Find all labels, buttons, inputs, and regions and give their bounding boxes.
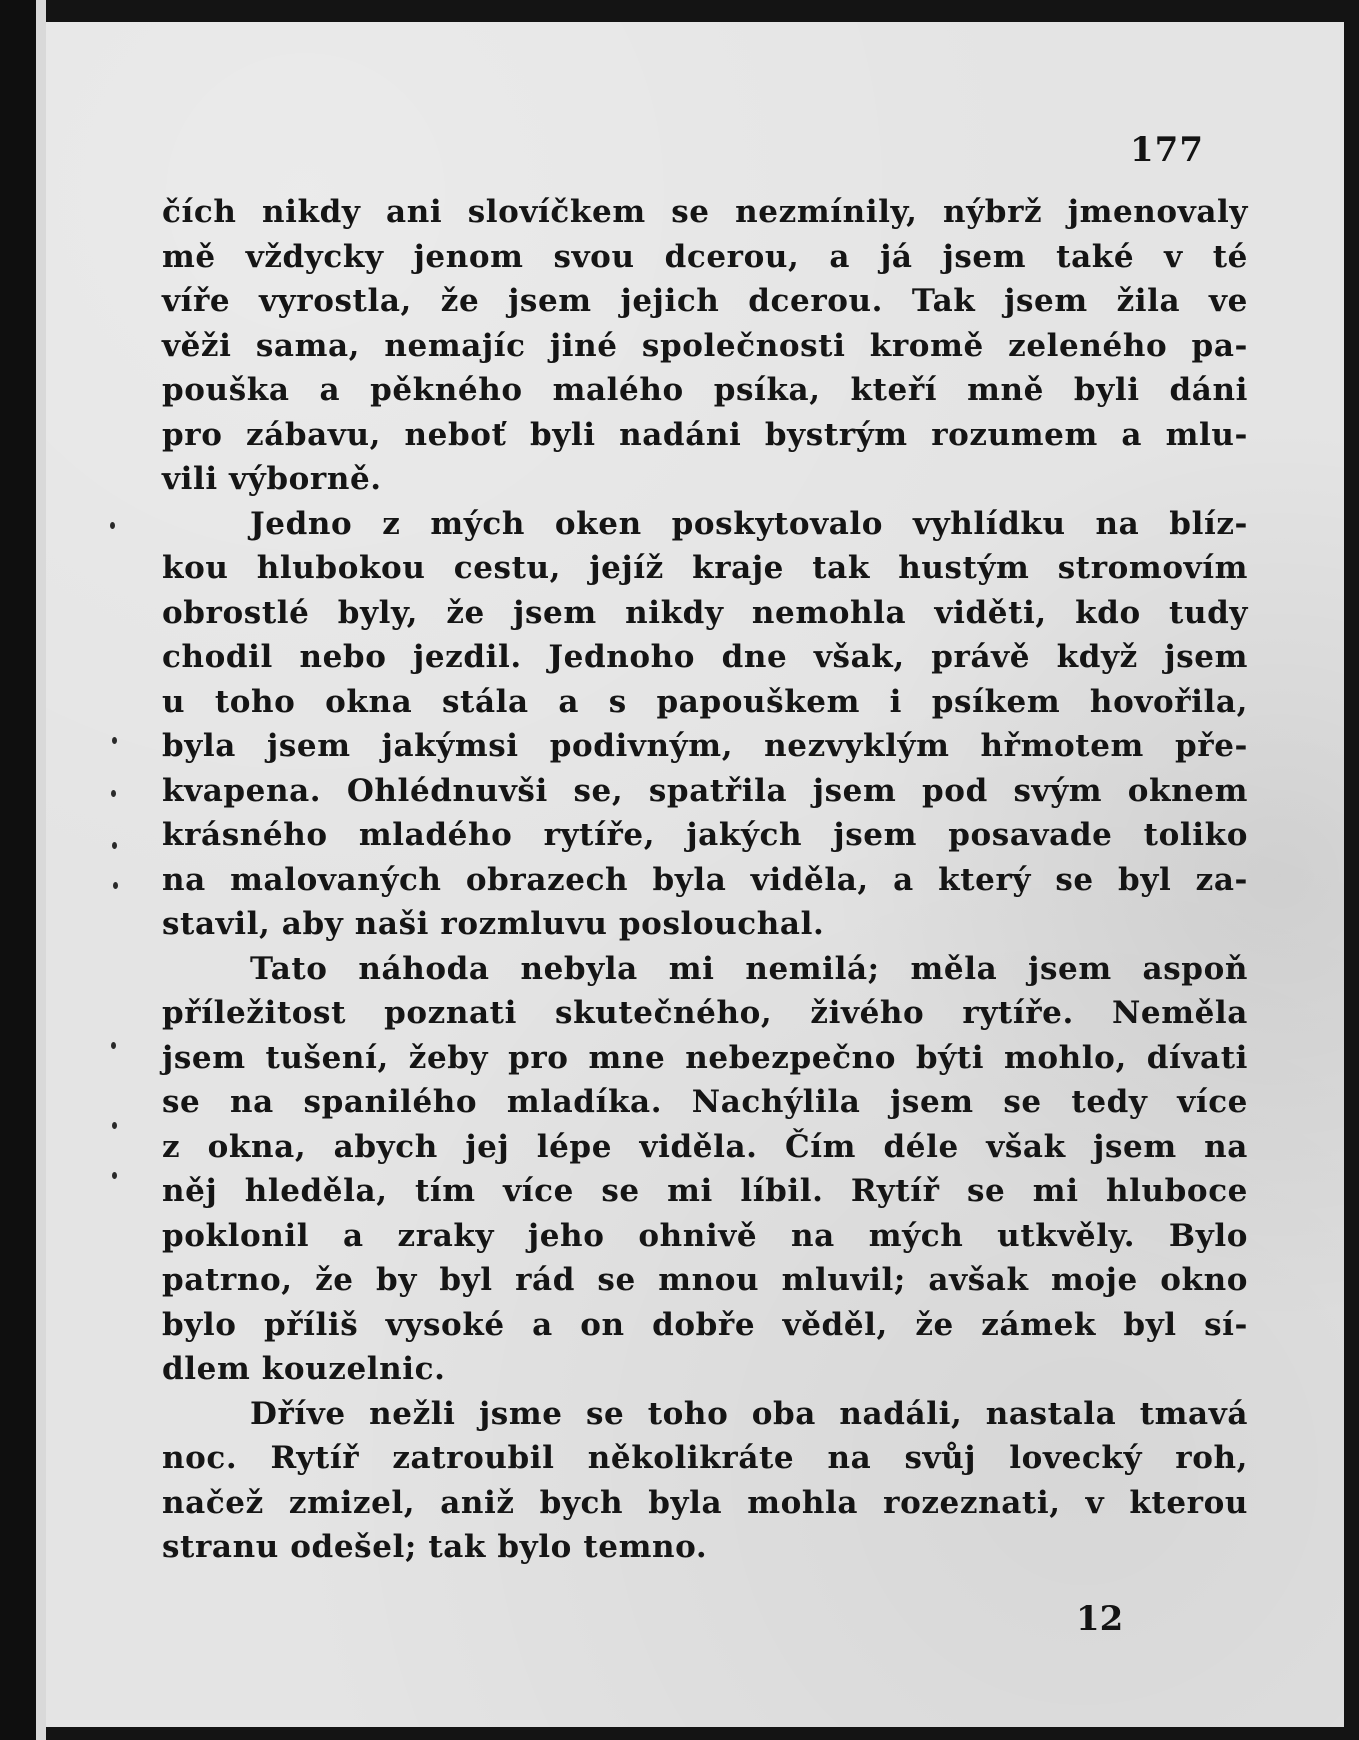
text-line: obrostlé byly, že jsem nikdy nemohla viděti, kdo tudy [162, 594, 1248, 631]
ink-speck [112, 737, 117, 744]
text-line: dlem kouzelnic. [162, 1351, 446, 1387]
text-line: vili výborně. [162, 461, 382, 497]
ink-speck [113, 882, 118, 889]
text-line: kou hlubokou cestu, jejíž kraje tak hustým stromovím [162, 550, 1248, 586]
text-line: Dříve nežli jsme se toho oba nadáli, nastala tmavá [250, 1395, 1248, 1432]
text-line: patrno, že by byl rád se mnou mluvil; avšak moje okno [162, 1262, 1248, 1298]
text-line: krásného mladého rytíře, jakých jsem posavade toliko [162, 817, 1248, 853]
text-line: na malovaných obrazech byla viděla, a který se byl za- [162, 861, 1248, 898]
text-line: načež zmizel, aniž bych byla mohla rozeznati, v kterou [162, 1484, 1248, 1521]
text-line: pro zábavu, neboť byli nadáni bystrým rozumem a mlu- [162, 416, 1248, 453]
text-line: chodil nebo jezdil. Jednoho dne však, právě když jsem [162, 639, 1248, 675]
text-line: z okna, abych jej lépe viděla. Čím déle však jsem na [162, 1128, 1248, 1165]
text-line: Jedno z mých oken poskytovalo vyhlídku na blíz- [250, 505, 1248, 542]
previous-page-edge [36, 0, 46, 1740]
ink-speck [110, 522, 115, 529]
book-spine-shadow [0, 0, 36, 1740]
text-line: jsem tušení, žeby pro mne nebezpečno býti mohlo, dívati [162, 1039, 1248, 1076]
text-line: stavil, aby naši rozmluvu poslouchal. [162, 906, 825, 942]
ink-speck [112, 1172, 117, 1179]
text-line: se na spanilého mladíka. Nachýlila jsem se tedy více [162, 1084, 1248, 1120]
text-line: kvapena. Ohlédnuvši se, spatřila jsem pod svým oknem [162, 772, 1248, 809]
text-line: příležitost poznati skutečného, živého rytíře. Neměla [162, 995, 1248, 1031]
text-line: víře vyrostla, že jsem jejich dcerou. Tak jsem žila ve [162, 283, 1248, 319]
signature-mark: 12 [1076, 1599, 1124, 1639]
text-line: mě vždycky jenom svou dcerou, a já jsem také v té [162, 238, 1248, 275]
text-line: Tato náhoda nebyla mi nemilá; měla jsem aspoň [250, 950, 1248, 987]
text-line: něj hleděla, tím více se mi líbil. Rytíř se mi hluboce [162, 1173, 1248, 1209]
text-line: stranu odešel; tak bylo temno. [162, 1529, 708, 1565]
text-line: bylo příliš vysoké a on dobře věděl, že zámek byl sí- [162, 1306, 1248, 1343]
margin-specks [106, 522, 126, 1222]
ink-speck [112, 1122, 117, 1129]
ink-speck [112, 842, 117, 849]
text-line: pouška a pěkného malého psíka, kteří mně byli dáni [162, 372, 1248, 408]
text-line: noc. Rytíř zatroubil několikráte na svůj lovecký roh, [162, 1440, 1248, 1476]
page-number: 177 [1130, 130, 1204, 170]
text-line: poklonil a zraky jeho ohnivě na mých utkvěly. Bylo [162, 1217, 1248, 1254]
text-line: byla jsem jakýmsi podivným, nezvyklým hřmotem pře- [162, 728, 1248, 764]
book-page [46, 22, 1344, 1727]
text-line: u toho okna stála a s papouškem i psíkem hovořila, [162, 683, 1248, 720]
ink-speck [111, 1042, 116, 1049]
ink-speck [111, 790, 116, 797]
text-line: čích nikdy ani slovíčkem se nezmínily, nýbrž jmenovaly [162, 194, 1248, 230]
body-text [162, 190, 1248, 1570]
text-line: věži sama, nemajíc jiné společnosti kromě zeleného pa- [162, 327, 1248, 364]
